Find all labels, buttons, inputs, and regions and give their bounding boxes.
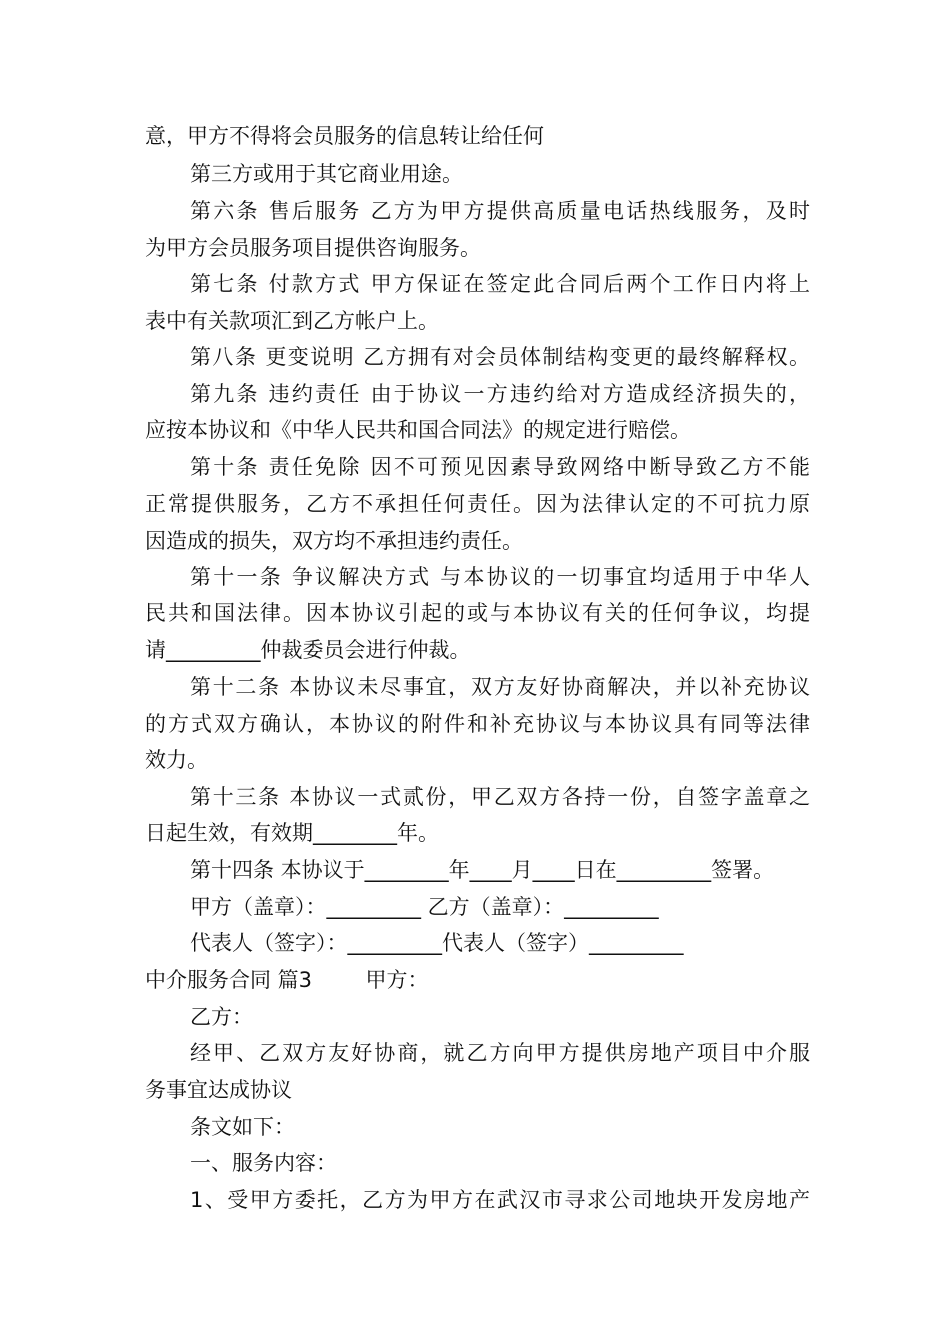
text-line: 应按本协议和《中华人民共和国合同法》的规定进行赔偿。: [145, 418, 691, 442]
text-line: 第九条 违约责任 由于协议一方违约给对方造成经济损失的，: [190, 382, 810, 406]
text-line: 乙方：: [190, 1005, 253, 1029]
text-line: 第七条 付款方式 甲方保证在签定此合同后两个工作日内将上: [190, 272, 810, 296]
text-line: 一、服务内容：: [190, 1151, 337, 1175]
text-line: 效力。: [145, 748, 208, 772]
text-line: 第十一条 争议解决方式 与本协议的一切事宜均适用于中华人: [190, 565, 810, 589]
text-line: 第十二条 本协议未尽事宜，双方友好协商解决，并以补充协议: [190, 675, 810, 699]
text-line: 表中有关款项汇到乙方帐户上。: [145, 309, 439, 333]
text-line: 请_________仲裁委员会进行仲裁。: [145, 638, 471, 662]
text-line: 为甲方会员服务项目提供咨询服务。: [145, 236, 481, 260]
text-line: 经甲、乙双方友好协商，就乙方向甲方提供房地产项目中介服: [190, 1041, 810, 1065]
text-line: 第十四条 本协议于________年____月____日在_________签署。: [190, 858, 775, 882]
text-line: 第三方或用于其它商业用途。: [190, 162, 463, 186]
text-line: 的方式双方确认，本协议的附件和补充协议与本协议具有同等法律: [145, 712, 810, 736]
text-line: 1、受甲方委托，乙方为甲方在武汉市寻求公司地块开发房地产: [190, 1188, 810, 1212]
text-line: 第六条 售后服务 乙方为甲方提供高质量电话热线服务，及时: [190, 199, 810, 223]
text-line: 务事宜达成协议: [145, 1078, 292, 1102]
text-line: 甲方（盖章）：_________ 乙方（盖章）：_________: [190, 895, 659, 919]
text-line: 第十条 责任免除 因不可预见因素导致网络中断导致乙方不能: [190, 455, 810, 479]
text-line: 日起生效，有效期________年。: [145, 821, 439, 845]
text-line: 第八条 更变说明 乙方拥有对会员体制结构变更的最终解释权。: [190, 345, 810, 369]
text-line: 民共和国法律。因本协议引起的或与本协议有关的任何争议，均提: [145, 601, 810, 625]
text-line: 正常提供服务，乙方不承担任何责任。因为法律认定的不可抗力原: [145, 492, 810, 516]
text-line: 因造成的损失，双方均不承担违约责任。: [145, 529, 523, 553]
text-line: 意，甲方不得将会员服务的信息转让给任何: [145, 124, 544, 148]
text-line: 代表人（签字）：_________代表人（签字）_________: [190, 931, 684, 955]
section-heading: 中介服务合同 篇3 甲方：: [145, 968, 429, 992]
text-line: 第十三条 本协议一式贰份，甲乙双方各持一份，自签字盖章之: [190, 785, 810, 809]
text-line: 条文如下：: [190, 1115, 295, 1139]
